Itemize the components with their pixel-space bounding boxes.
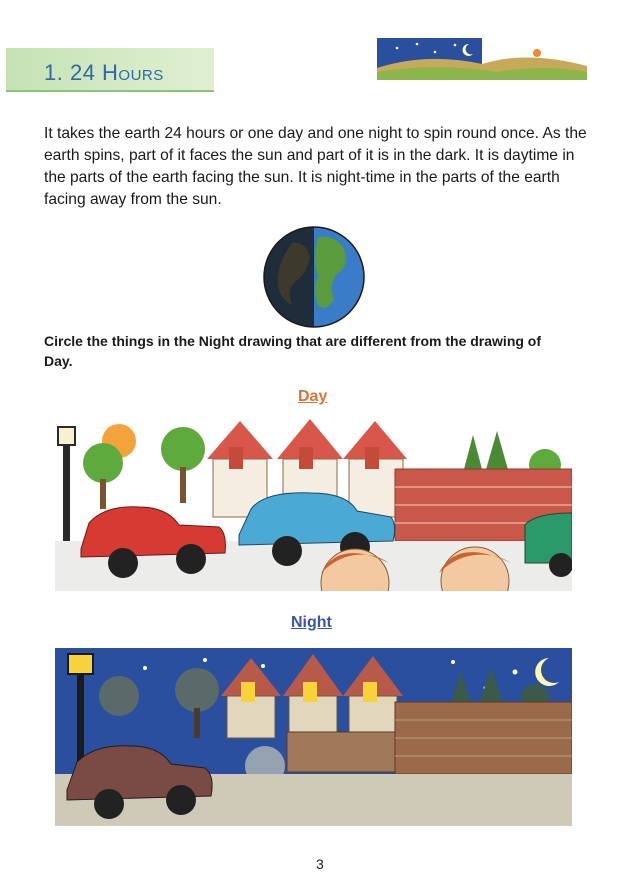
star-icon	[454, 44, 457, 47]
night-scene-illustration	[55, 648, 572, 826]
tree-trunk	[180, 467, 186, 503]
star-icon	[261, 664, 265, 668]
star-icon	[434, 51, 437, 54]
lamp-head	[58, 427, 75, 445]
tree-icon	[83, 443, 123, 483]
house-window	[299, 447, 313, 469]
star-icon	[396, 47, 399, 50]
house-window-lit	[241, 682, 255, 702]
wooden-fence	[287, 732, 395, 772]
car-wheel	[108, 548, 138, 578]
car-wheel	[549, 553, 572, 577]
tree-trunk	[194, 708, 200, 738]
car-wheel	[272, 536, 302, 566]
sun-icon	[533, 49, 541, 57]
instruction-text: Circle the things in the Night drawing that are different from the drawing of Day.	[44, 333, 542, 369]
car-wheel	[166, 785, 196, 815]
car-wheel	[94, 789, 124, 819]
tree-icon	[161, 427, 205, 471]
night-label: Night	[291, 614, 332, 631]
day-label: Day	[298, 388, 328, 405]
house-window-lit	[363, 682, 377, 702]
lamp-head-lit	[68, 654, 93, 674]
star-icon	[143, 666, 147, 670]
house-window	[365, 447, 379, 469]
tree-trunk	[100, 479, 106, 509]
day-night-header-illustration	[377, 38, 587, 80]
star-icon	[513, 670, 518, 675]
intro-paragraph: It takes the earth 24 hours or one day and one night to spin round once. As the earth spins, part of it faces the sun and part of it is in the dark. It is daytime in the parts of the earth facing the sun. It is night-time in the parts of the earth facing away from the sun.	[44, 125, 587, 208]
star-icon	[203, 658, 207, 662]
lesson-title: 1. 24 Hours	[44, 60, 164, 85]
star-icon	[451, 660, 455, 664]
earth-globe-illustration	[262, 225, 366, 329]
page-number: 3	[316, 856, 324, 872]
tree-icon	[99, 676, 139, 716]
car-wheel	[176, 544, 206, 574]
house-window-lit	[303, 682, 317, 702]
house-window	[229, 447, 243, 469]
star-icon	[416, 43, 419, 46]
day-scene-illustration	[55, 413, 572, 591]
house	[227, 696, 275, 738]
tree-icon	[175, 668, 219, 712]
